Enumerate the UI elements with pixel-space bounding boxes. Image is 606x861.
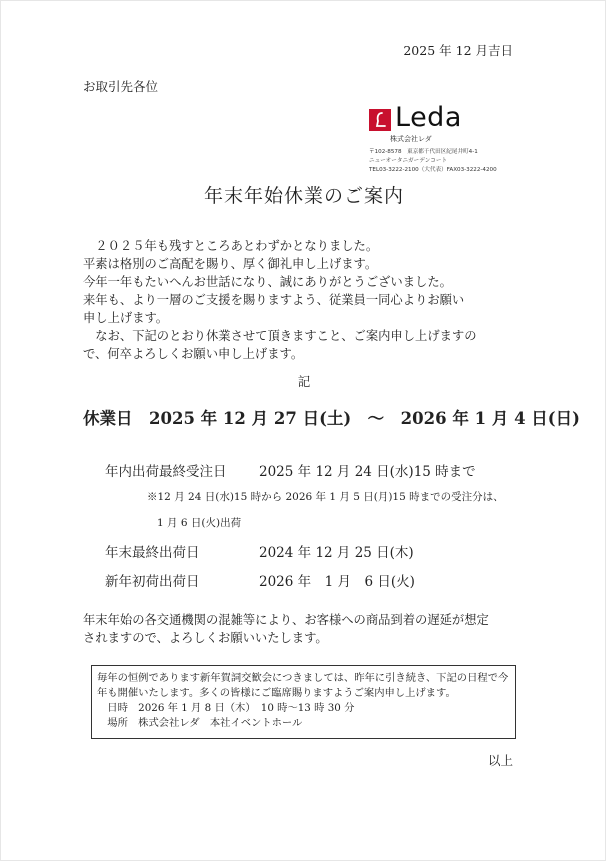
logo-text: Leda [395,102,462,133]
holiday-period: 休業日 2025 年 12 月 27 日(土) ～ 2026 年 1 月 4 日(日) [83,409,580,428]
body-line: 申し上げます。 [83,311,169,325]
ki-heading: 記 [297,374,311,389]
issue-date: 2025 年 12 月吉日 [403,43,513,58]
company-address: 〒102-8578 東京都千代田区紀尾井町4-1 [369,149,478,155]
party-notice-line: 毎年の恒例であります新年賀詞交歓会につきましては、昨年に引き続き、下記の日程で今 [97,672,509,684]
body-line: で、何卒よろしくお願い申し上げます。 [83,347,304,361]
party-venue-line: 場所 株式会社レダ 本社イベントホール [97,717,303,729]
body-line: なお、下記のとおり休業させて頂きますこと、ご案内申し上げますの [83,329,477,343]
document-title: 年末年始休業のご案内 [203,185,404,207]
order-note-line-2: 1 月 6 日(火)出荷 [157,517,242,529]
addressee: お取引先各位 [83,79,159,94]
traffic-notice-line: 年末年始の各交通機関の混雑等により、お客様への商品到着の遅延が想定 [83,613,489,627]
body-line: 今年一年もたいへんお世話になり、誠にありがとうございました。 [83,275,452,289]
leda-logo-mark-icon [369,109,391,131]
body-line: 平素は格別のご高配を賜り、厚く御礼申し上げます。 [83,257,378,271]
schedule-value-first-shipment: 2026 年 1 月 6 日(火) [259,574,415,590]
party-notice-line: 年も開催いたします。多くの皆様にご臨席賜りますようご案内申し上げます。 [97,687,456,699]
schedule-label-first-shipment: 新年初荷出荷日 [105,574,200,590]
party-date-line: 日時 2026 年 1 月 8 日（木） 10 時～13 時 30 分 [97,702,355,714]
schedule-label-last-order: 年内出荷最終受注日 [105,464,227,480]
closing-ijo: 以上 [487,753,513,768]
company-building: ニューオータニガーデンコート [369,158,448,164]
schedule-value-last-order: 2025 年 12 月 24 日(水)15 時まで [259,464,476,480]
schedule-label-last-shipment: 年末最終出荷日 [105,545,200,561]
company-phone-fax: TEL03-3222-2100（大代表）FAX03-3222-4200 [369,167,497,173]
body-line: ２０２５年も残すところあとわずかとなりました。 [83,239,379,253]
traffic-notice-line: されますので、よろしくお願いいたします。 [83,631,328,645]
body-line: 来年も、より一層のご支援を賜りますよう、従業員一同心よりお願い [83,293,465,307]
schedule-value-last-shipment: 2024 年 12 月 25 日(木) [259,545,414,561]
order-note-line-1: ※12 月 24 日(水)15 時から 2026 年 1 月 5 日(月)15 時までの受注分は、 [147,491,504,503]
company-name: 株式会社レダ [390,135,432,143]
